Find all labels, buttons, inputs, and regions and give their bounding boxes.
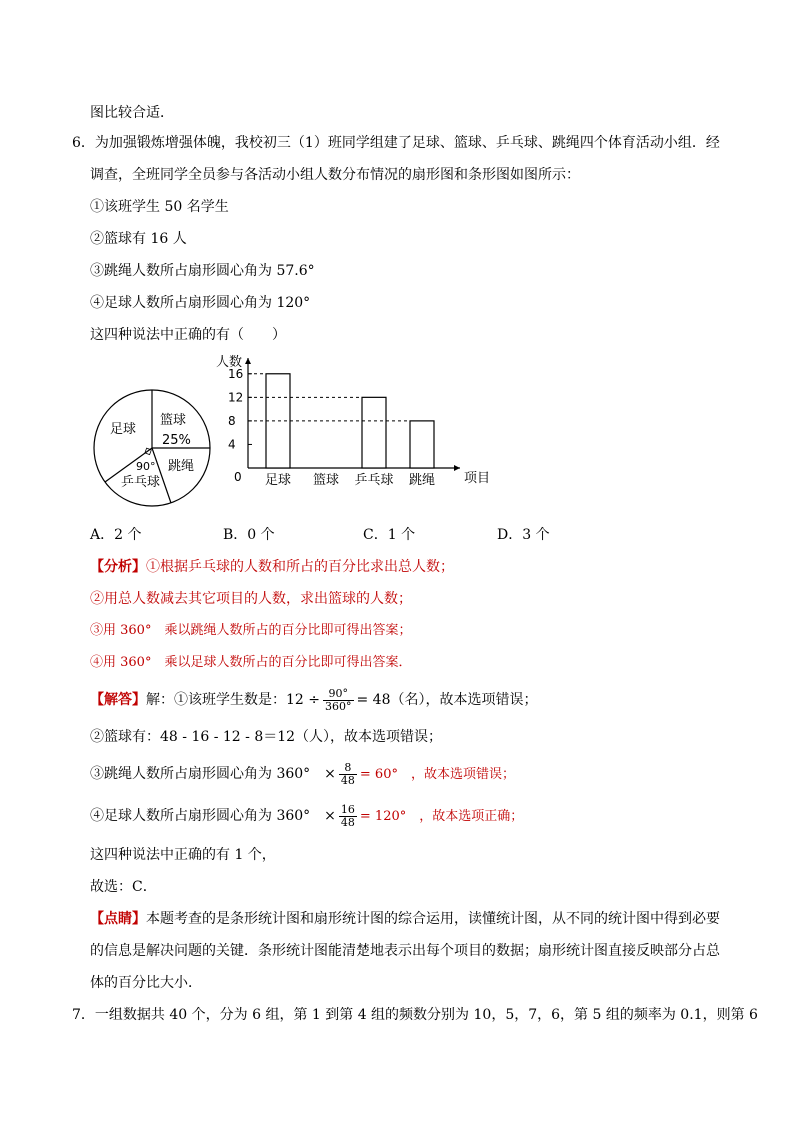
- pie-label-basketball: 篮球: [160, 413, 187, 428]
- question-6-stem-line-1: [72, 134, 720, 152]
- answer-4-result: = 120° ，故本选项正确；: [359, 809, 524, 824]
- question-number: 7．: [72, 1007, 95, 1023]
- comment-line-1: [90, 910, 720, 928]
- analysis-label: 【分析】: [90, 559, 146, 575]
- option-c: C．1 个: [363, 527, 416, 543]
- answer-label: 【解答】: [90, 692, 146, 708]
- analysis-line-3: ③用 360° 乘以跳绳人数所占的百分比即可得出答案；: [90, 623, 412, 638]
- fraction-denominator: 360°: [325, 699, 352, 713]
- y-tick-label: 12: [228, 390, 244, 405]
- statement-2: ②篮球有 16 人: [90, 231, 187, 247]
- pie-label-rope: 跳绳: [168, 459, 195, 474]
- pie-label-football: 足球: [110, 422, 137, 437]
- fraction-numerator: 16: [340, 802, 355, 816]
- comment-line-2: 的信息是解决问题的关键．条形统计图能清楚地表示出每个项目的数据；扇形统计图直接反映部分占总: [90, 943, 720, 959]
- x-axis-arrow: [454, 465, 460, 471]
- answer-line-4: [90, 802, 523, 831]
- x-tick-label: 足球: [264, 473, 292, 488]
- x-tick-label: 篮球: [312, 473, 340, 488]
- answer-line-3: [90, 760, 515, 789]
- fraction-16-48: [339, 804, 357, 829]
- question-stem: 为加强锻炼增强体魄，我校初三（1）班同学组建了足球、篮球、乒乓球、跳绳四个体育活动小组．经: [94, 135, 720, 151]
- fraction-denominator: 48: [340, 773, 355, 787]
- question-7-text: 一组数据共 40 个，分为 6 组，第 1 到第 4 组的频数分别为 10，5，7，6，第 5 组的频率为 0.1，则第 6: [94, 1007, 758, 1023]
- bar-2: [362, 397, 386, 468]
- analysis-line-1: [90, 558, 454, 576]
- answer-choice: 故选：C．: [90, 879, 157, 895]
- answer-4-text: ④足球人数所占扇形圆心角为 360° ×: [90, 808, 336, 824]
- x-tick-label: 跳绳: [408, 473, 436, 488]
- question-ask: 这四种说法中正确的有（ ）: [90, 327, 286, 343]
- answer-line-1: [90, 686, 538, 714]
- fraction-denominator: 48: [340, 815, 355, 829]
- option-d: D．3 个: [497, 527, 550, 543]
- y-axis-arrow: [245, 358, 251, 364]
- answer-1-text: 解：①该班学生数是：12 ÷: [146, 692, 320, 708]
- analysis-text: ①根据乒乓球的人数和所占的百分比求出总人数；: [146, 559, 454, 575]
- prev-question-tail: 图比较合适．: [90, 105, 174, 121]
- comment-label: 【点睛】: [90, 911, 146, 927]
- fraction-numerator: 8: [339, 762, 357, 775]
- question-6-stem-line-2: 调查，全班同学全员参与各活动小组人数分布情况的扇形图和条形图如图所示：: [90, 167, 580, 183]
- fraction-90-360: [323, 688, 354, 713]
- y-axis-label: 人数: [216, 355, 243, 370]
- analysis-line-2: ②用总人数减去其它项目的人数，求出篮球的人数；: [90, 591, 412, 607]
- statement-3: ③跳绳人数所占扇形圆心角为 57.6°: [90, 263, 315, 279]
- analysis-line-4: ④用 360° 乘以足球人数所占的百分比即可得出答案．: [90, 655, 412, 670]
- answer-3-result: = 60° ，故本选项错误；: [359, 767, 515, 782]
- option-b: B．0 个: [223, 527, 275, 543]
- fraction-8-48: [339, 762, 357, 787]
- x-axis-label: 项目: [464, 471, 490, 486]
- statement-1: ①该班学生 50 名学生: [90, 199, 229, 215]
- pie-label-basketball-pct: 25%: [162, 433, 191, 448]
- bar-chart: [210, 350, 490, 490]
- statement-4: ④足球人数所占扇形圆心角为 120°: [90, 295, 311, 311]
- answer-3-text: ③跳绳人数所占扇形圆心角为 360° ×: [90, 766, 336, 782]
- question-7-line-1: [72, 1006, 758, 1024]
- comment-text: 本题考查的是条形统计图和扇形统计图的综合运用，读懂统计图，从不同的统计图中得到必要: [146, 911, 720, 927]
- y-tick-label: 8: [228, 413, 236, 428]
- y-tick-label: 4: [228, 437, 236, 452]
- option-a: A．2 个: [90, 527, 142, 543]
- answer-1-result: = 48（名），故本选项错误；: [356, 692, 538, 708]
- pie-label-pingpong: 乒乓球: [121, 475, 161, 490]
- fraction-numerator: 90°: [323, 688, 354, 701]
- y-tick-label: 16: [228, 366, 244, 381]
- question-number: 6．: [72, 135, 95, 151]
- pie-label-angle: 90°: [136, 460, 156, 473]
- x-tick-label: 乒乓球: [354, 473, 394, 488]
- answer-line-2: ②篮球有：48 - 16 - 12 - 8＝12（人），故本选项错误；: [90, 729, 443, 745]
- y-tick-label: 0: [234, 470, 242, 484]
- comment-line-3: 体的百分比大小．: [90, 975, 202, 991]
- answer-count: 这四种说法中正确的有 1 个，: [90, 847, 276, 863]
- bar-3: [410, 421, 434, 468]
- pie-chart: [88, 388, 216, 508]
